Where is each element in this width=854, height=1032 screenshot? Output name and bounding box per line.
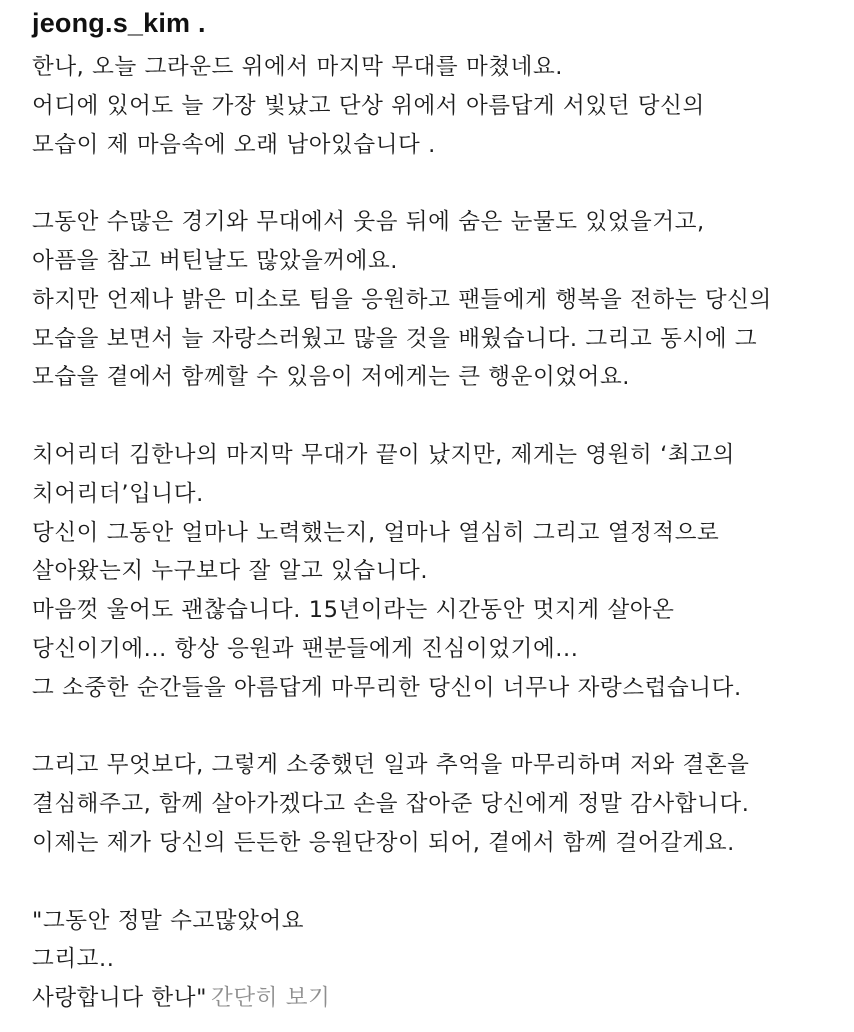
caption-line-text: 이제는 제가 당신의 든든한 응원단장이 되어, 곁에서 함께 걸어갈게요. [32, 829, 735, 856]
caption-line-text: 아픔을 참고 버틴날도 많았을꺼에요. [32, 247, 399, 274]
caption-line [32, 552, 842, 591]
caption-line [32, 824, 842, 863]
caption-line-text: 당신이기에... 항상 응원과 팬분들에게 진심이었기에... [32, 635, 579, 662]
caption-line-text: 그동안 수많은 경기와 무대에서 웃음 뒤에 숨은 눈물도 있었을거고, [32, 209, 705, 236]
caption-line [32, 203, 842, 242]
caption-line [32, 514, 842, 553]
paragraph-gap [32, 863, 842, 902]
caption-line-text: 그 소중한 순간들을 아름답게 마무리한 당신이 너무나 자랑스럽습니다. [32, 674, 742, 701]
caption-line [32, 87, 842, 126]
caption-line [32, 281, 842, 320]
caption-line-text: 그리고 무엇보다, 그렇게 소중했던 일과 추억을 마무리하며 저와 결혼을 [32, 752, 750, 779]
caption-body [32, 48, 842, 1018]
caption-line [32, 436, 842, 475]
caption-line [32, 669, 842, 708]
caption-line [32, 475, 842, 514]
caption-line [32, 242, 842, 281]
caption-line-text: 살아왔는지 누구보다 잘 알고 있습니다. [32, 558, 429, 585]
caption-line-text: 그리고.. [32, 946, 115, 973]
caption-line-text: 마음껏 울어도 괜찮습니다. 15년이라는 시간동안 멋지게 살아온 [32, 597, 675, 624]
caption-line-text: "그동안 정말 수고많았어요 [32, 907, 305, 934]
caption-line-text: 모습이 제 마음속에 오래 남아있습니다 . [32, 131, 436, 158]
caption-line-text: 한나, 오늘 그라운드 위에서 마지막 무대를 마쳤네요. [32, 54, 564, 80]
paragraph-gap [32, 397, 842, 436]
username-row [32, 6, 842, 40]
caption-line [32, 358, 842, 397]
caption-line [32, 48, 842, 87]
see-less-link[interactable]: 간단히 보기 [211, 985, 331, 1012]
caption-line-text: 사랑합니다 한나" [32, 985, 208, 1012]
caption-line-text: 하지만 언제나 밝은 미소로 팀을 응원하고 팬들에게 행복을 전하는 당신의 [32, 286, 772, 313]
caption-line [32, 126, 842, 165]
caption-line [32, 320, 842, 359]
post-caption [32, 6, 842, 1018]
username-link[interactable]: jeong.s_kim [32, 8, 191, 38]
caption-line [32, 940, 842, 979]
caption-line-text: 치어리더 김한나의 마지막 무대가 끝이 났지만, 제게는 영원히 ‘최고의 [32, 441, 735, 468]
caption-line [32, 746, 842, 785]
caption-line-text: 모습을 곁에서 함께할 수 있음이 저에게는 큰 행운이었어요. [32, 364, 631, 391]
caption-line-text: 결심해주고, 함께 살아가겠다고 손을 잡아준 당신에게 정말 감사합니다. [32, 791, 750, 818]
username-suffix: . [190, 8, 206, 38]
paragraph-gap [32, 164, 842, 203]
caption-line [32, 785, 842, 824]
paragraph-gap [32, 708, 842, 747]
caption-line [32, 979, 842, 1018]
caption-line-text: 모습을 보면서 늘 자랑스러웠고 많을 것을 배웠습니다. 그리고 동시에 그 [32, 325, 758, 352]
caption-line-text: 치어리더’입니다. [32, 480, 204, 507]
caption-line [32, 591, 842, 630]
caption-line-text: 어디에 있어도 늘 가장 빛났고 단상 위에서 아름답게 서있던 당신의 [32, 92, 705, 119]
caption-line [32, 902, 842, 941]
caption-line-text: 당신이 그동안 얼마나 노력했는지, 얼마나 열심히 그리고 열정적으로 [32, 519, 720, 546]
caption-line [32, 630, 842, 669]
